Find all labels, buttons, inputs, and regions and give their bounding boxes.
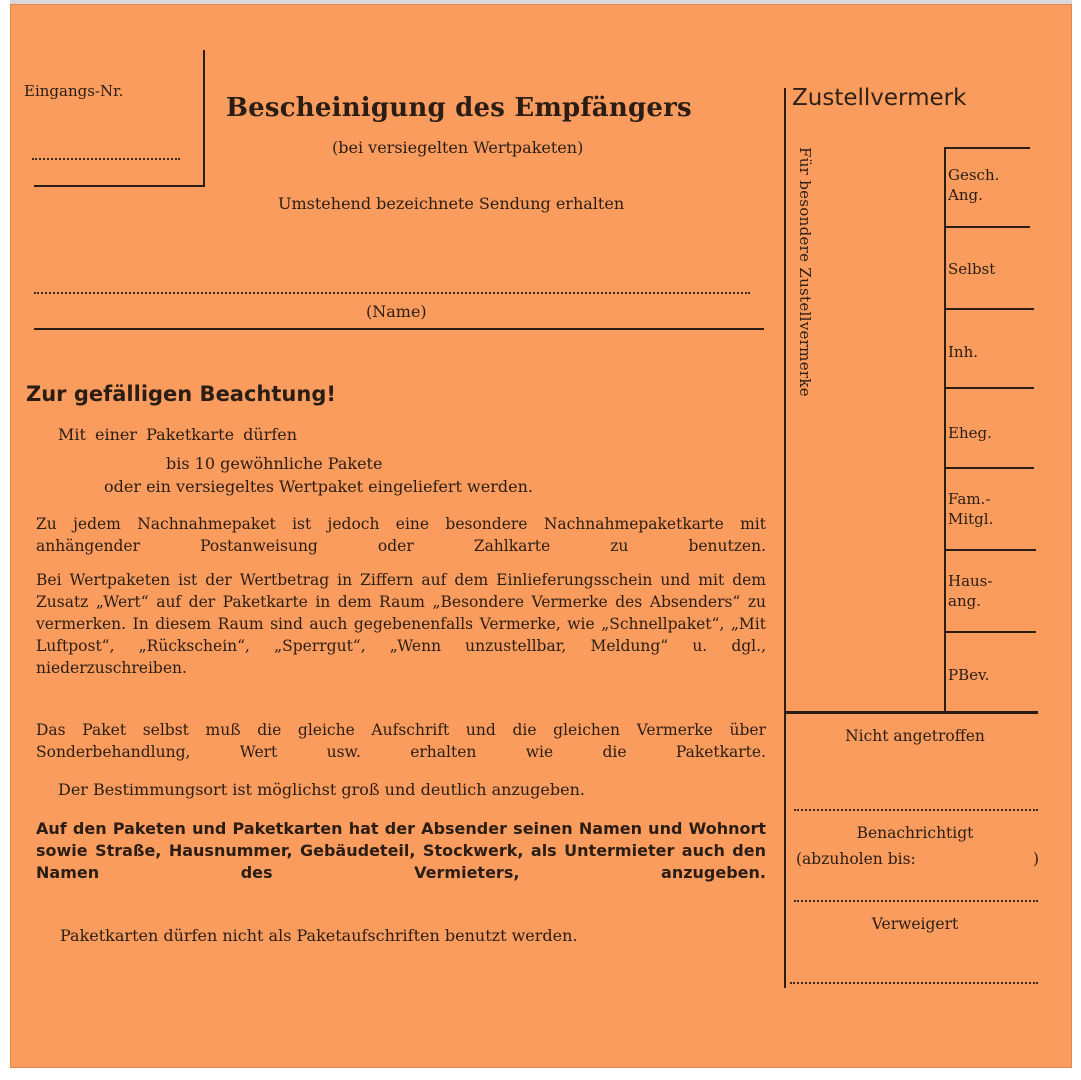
pickup-close: ) [1033,850,1040,868]
notes-heading: Zur gefälligen Beachtung! [26,382,336,406]
name-label: (Name) [366,302,427,321]
received-text: Umstehend bezeichnete Sendung erhalten [278,194,625,213]
cell-divider [944,549,1036,551]
eingangs-nr-label: Eingangs-Nr. [24,82,124,100]
cell-haus-ang: Haus- ang. [948,572,993,610]
cells-top [944,147,1030,149]
not-found-dots [794,809,1038,811]
cells-left-border [944,147,946,713]
notes-line-2: bis 10 gewöhnliche Pakete [166,454,383,473]
cell-inh: Inh. [948,343,979,361]
cell-selbst: Selbst [948,260,996,278]
notes-para-3: Bei Wertpaketen ist der Wertbetrag in Ziffern auf dem Einlieferungsschein und mit dem Zusatz „Wert“ auf der Paketkarte in dem Raum „Besondere Vermerke des Absenders“ zu vermerken. In diesem Raum sind auch gegebenenfalls Vermerke, wie „Schnellpaket“, „Mit Luftpost“, „Rückschein“, „Sperrgut“, „Wenn unzustellbar, Meldung“ u. dgl., niederzuschreiben. [36,571,766,677]
cell-divider [944,308,1034,310]
cell-pbev: PBev. [948,666,990,684]
receipt-divider [34,328,764,330]
cell-divider [944,387,1034,389]
cell-fam-mitgl: Fam.- Mitgl. [948,490,994,528]
notes-para-6: Auf den Paketen und Paketkarten hat der Absender seinen Namen und Wohnort sowie Straße, Hausnummer, Gebäudeteil, Stockwerk, als Untermieter auch den Namen des Vermieters, anzugeben. [36,819,766,882]
cell-divider [944,226,1030,228]
notified-dots [794,900,1038,902]
refused-dots [790,982,1038,984]
not-found-label: Nicht angetroffen [845,727,985,745]
notes-para-4: Das Paket selbst muß die gleiche Aufschrift und die gleichen Vermerke über Sonderbehandlung, Wert usw. erhalten wie die Paketkarte. [36,721,766,761]
delivery-vertical-label: Für besondere Zustellvermerke [796,147,814,397]
delivery-title: Zustellvermerk [792,85,967,111]
notes-line-3: oder ein versiegeltes Wertpaket eingeliefert werden. [104,477,533,496]
cell-gesch-ang: Gesch. Ang. [948,166,1000,204]
receipt-title: Bescheinigung des Empfängers [226,93,692,123]
eingangs-box-bottom [34,185,205,187]
cell-divider [944,631,1036,633]
delivery-left-border [784,88,786,988]
refused-label: Verweigert [871,915,959,933]
eingangs-box-right [203,50,205,187]
notes-para-2: Zu jedem Nachnahmepaket ist jedoch eine besondere Nachnahmepaketkarte mit anhängender Postanweisung oder Zahlkarte zu benutzen. [36,515,766,555]
pickup-label: (abzuholen bis: [796,850,916,868]
cell-divider [944,467,1034,469]
notes-para-7: Paketkarten dürfen nicht als Paketaufschriften benutzt werden. [60,926,578,945]
notified-label: Benachrichtigt [856,824,974,842]
name-line-dots [34,292,750,294]
notes-line-1: Mit einer Paketkarte dürfen [58,425,298,444]
eingangs-nr-dots [32,158,180,160]
notes-para-5: Der Bestimmungsort ist möglichst groß und deutlich anzugeben. [58,780,585,799]
cells-bottom [786,711,1038,714]
cell-eheg: Eheg. [948,424,992,442]
receipt-subtitle: (bei versiegelten Wertpaketen) [332,138,584,157]
